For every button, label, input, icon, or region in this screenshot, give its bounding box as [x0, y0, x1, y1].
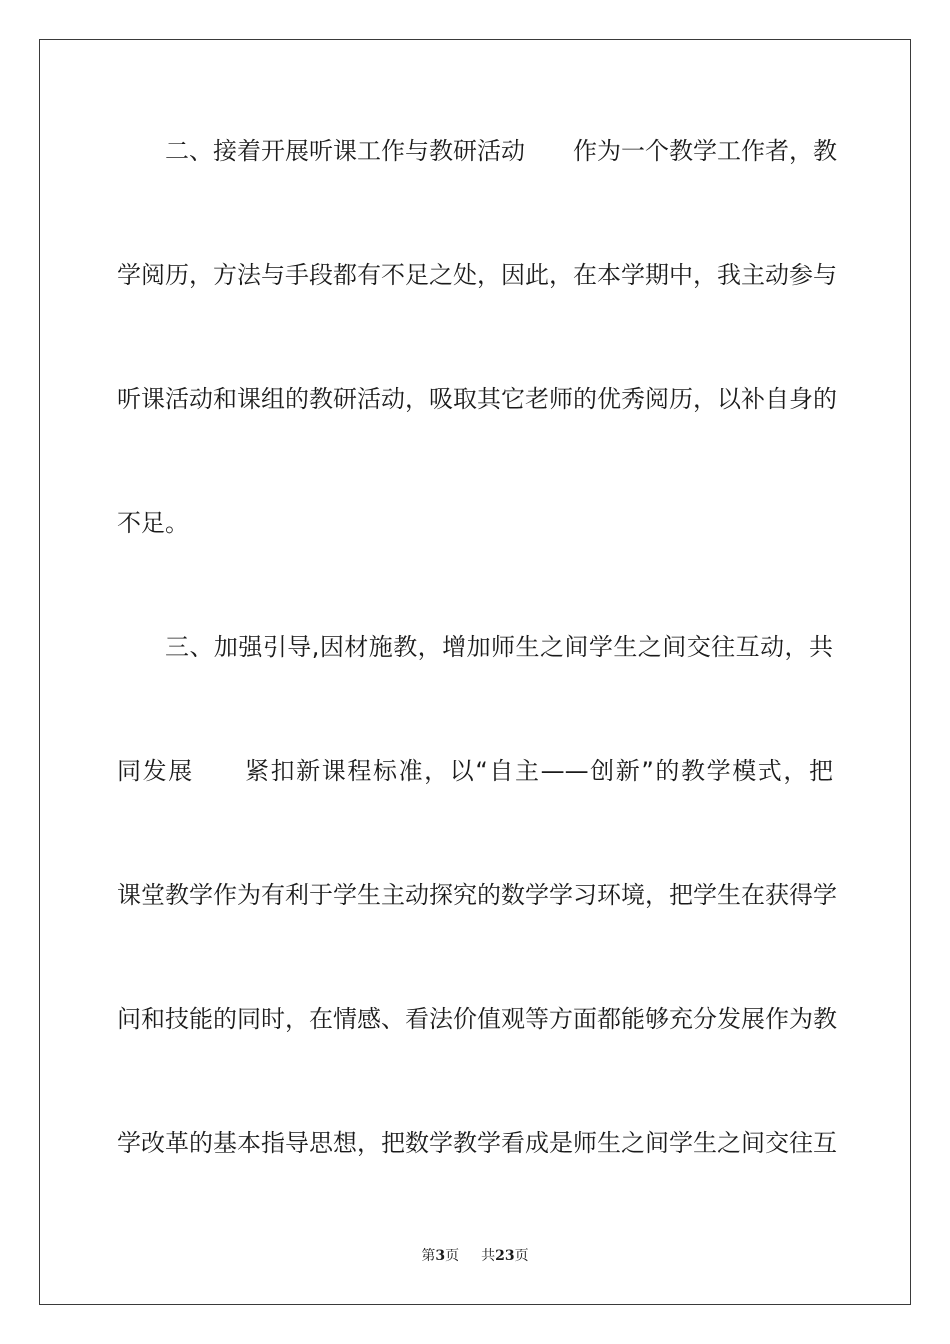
text-line-3: 听课活动和课组的教研活动，吸取其它老师的优秀阅历，以补自身的 — [117, 385, 837, 413]
text-line-2: 学阅历，方法与手段都有不足之处，因此，在本学期中，我主动参与 — [117, 261, 837, 289]
text-line-6: 同发展 紧扣新课程标准，以“自主——创新”的教学模式，把 — [117, 757, 833, 785]
text-line-7: 课堂教学作为有利于学生主动探究的数学学习环境，把学生在获得学 — [117, 881, 837, 909]
page-footer — [0, 1247, 950, 1265]
text-line-5: 三、加强引导,因材施教，增加师生之间学生之间交往互动，共 — [165, 633, 833, 661]
total-prefix: 共 — [481, 1248, 496, 1264]
page-prefix: 第 — [421, 1248, 436, 1264]
total-pages: 23 — [495, 1248, 515, 1264]
page-suffix: 页 — [445, 1248, 460, 1264]
text-line-4: 不足。 — [117, 509, 189, 537]
page-number: 3 — [435, 1248, 446, 1264]
text-line-9: 学改革的基本指导思想，把数学教学看成是师生之间学生之间交往互 — [117, 1129, 837, 1157]
text-line-8: 问和技能的同时，在情感、看法价值观等方面都能够充分发展作为教 — [117, 1005, 837, 1033]
page-border — [39, 39, 911, 1305]
total-suffix: 页 — [514, 1248, 529, 1264]
text-line-1: 二、接着开展听课工作与教研活动 作为一个教学工作者，教 — [165, 137, 837, 165]
